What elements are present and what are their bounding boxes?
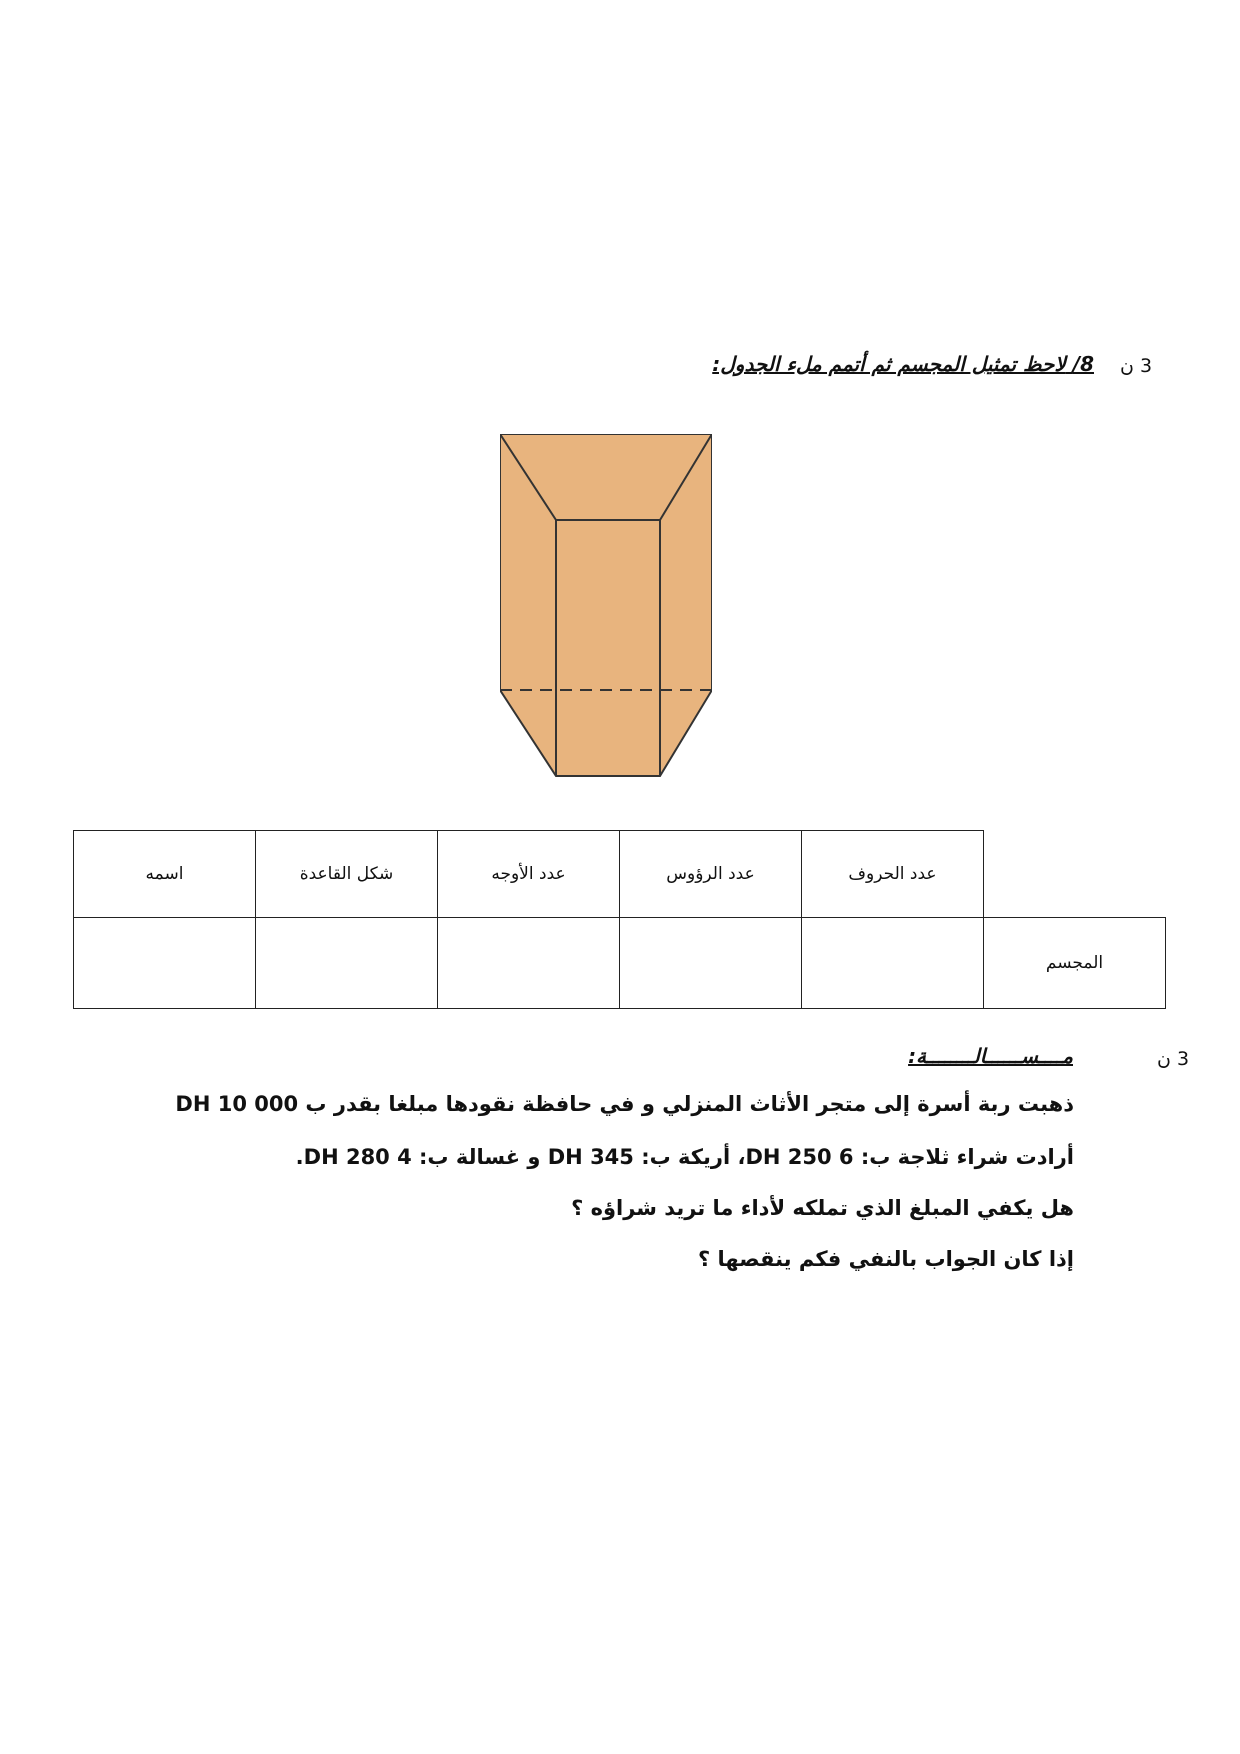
cell-name-answer[interactable] [74, 918, 256, 1009]
cell-vertices-answer[interactable] [620, 918, 802, 1009]
exercise-points: 3 ن [1120, 355, 1153, 377]
problem-line-2: أرادت شراء ثلاجة ب: DH 250 6، أريكة ب: DH 345 و غسالة ب: DH 280 4. [295, 1145, 1074, 1169]
header-name: اسمه [74, 831, 256, 918]
exercise-heading [712, 352, 1094, 376]
solid-properties-table [73, 830, 1166, 1009]
exercise-instruction: لاحظ تمثيل المجسم ثم أتمم ملء الجدول: [712, 352, 1066, 376]
problem-line-1: ذهبت ربة أسرة إلى متجر الأثاث المنزلي و في حافظة نقودها مبلغا بقدر ب DH 10 000 [175, 1092, 1074, 1116]
problem-line-3: هل يكفي المبلغ الذي تملكه لأداء ما تريد شراؤه ؟ [571, 1196, 1074, 1220]
table-corner [984, 831, 1166, 918]
cell-faces-answer[interactable] [438, 918, 620, 1009]
header-base-shape: شكل القاعدة [256, 831, 438, 918]
cell-edges-answer[interactable] [802, 918, 984, 1009]
header-vertices: عدد الرؤوس [620, 831, 802, 918]
problem-line-4: إذا كان الجواب بالنفي فكم ينقصها ؟ [698, 1247, 1074, 1271]
cell-base-shape-answer[interactable] [256, 918, 438, 1009]
exercise-number: 8/ [1072, 352, 1094, 376]
row-label-solid: المجسم [984, 918, 1166, 1009]
problem-points: 3 ن [1157, 1048, 1190, 1070]
prism-figure [500, 434, 712, 780]
header-edges: عدد الحروف [802, 831, 984, 918]
header-faces: عدد الأوجه [438, 831, 620, 918]
table-header-row [74, 831, 1166, 918]
problem-title: مــــســــــالــــــــة: [908, 1044, 1073, 1068]
table-row [74, 918, 1166, 1009]
